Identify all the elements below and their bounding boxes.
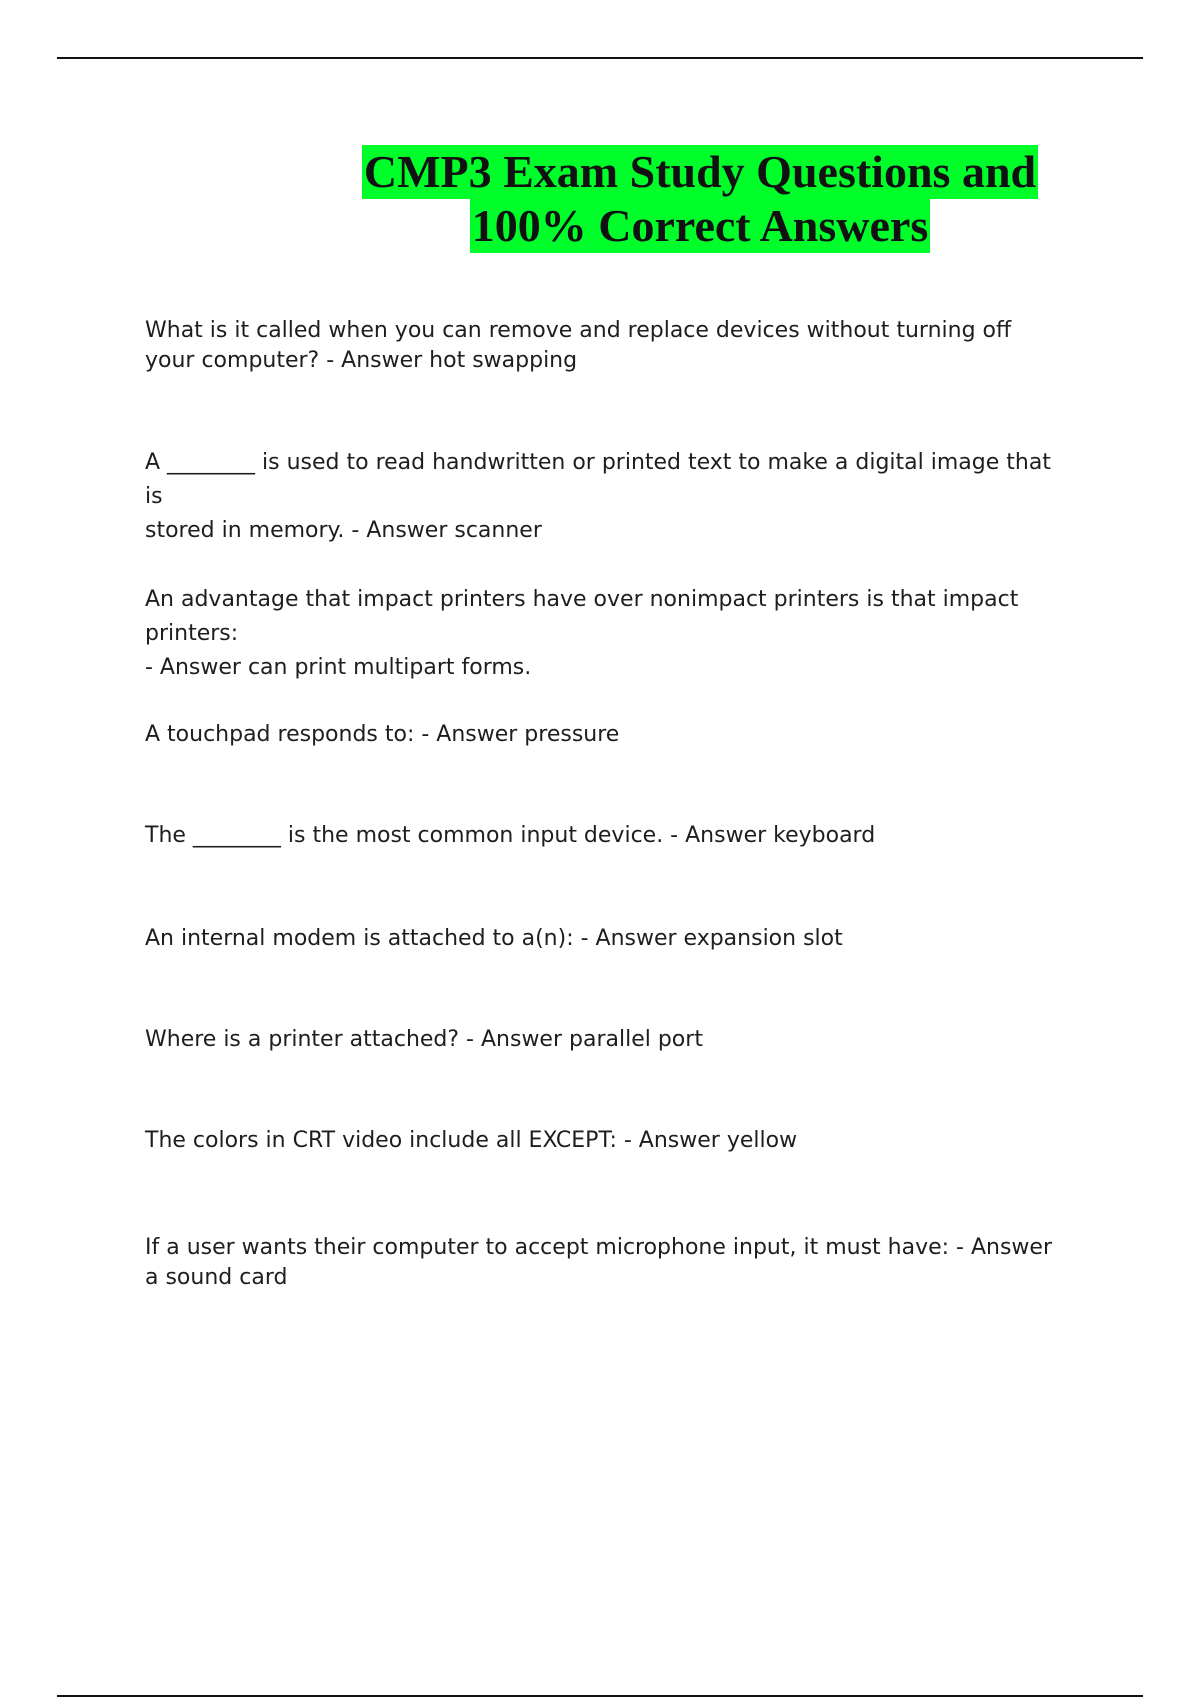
- qa-item-1-line-2: your computer? - Answer hot swapping: [145, 348, 578, 373]
- qa-item-1-line-1: What is it called when you can remove and replace devices without turning off: [145, 318, 1012, 343]
- qa-item-1: [145, 316, 1065, 376]
- qa-item-9-line-2: a sound card: [145, 1265, 288, 1290]
- document-title: [330, 145, 1070, 253]
- title-line-2: 100% Correct Answers: [471, 200, 929, 251]
- qa-item-3: [145, 583, 1065, 685]
- title-line-1: CMP3 Exam Study Questions and: [363, 146, 1037, 197]
- qa-item-9-line-1: If a user wants their computer to accept microphone input, it must have: - Answer: [145, 1235, 1053, 1260]
- qa-item-7-line-1: Where is a printer attached? - Answer parallel port: [145, 1027, 703, 1052]
- qa-item-8-line-1: The colors in CRT video include all EXCEPT: - Answer yellow: [145, 1128, 798, 1153]
- qa-item-9: [145, 1233, 1065, 1293]
- qa-item-4: [145, 719, 1065, 750]
- qa-item-2: [145, 446, 1065, 548]
- qa-item-7: [145, 1024, 1065, 1055]
- qa-item-2-line-1: A ________ is used to read handwritten or printed text to make a digital image that is: [145, 450, 1051, 509]
- footer-rule: [57, 1695, 1143, 1697]
- header-rule: [57, 57, 1143, 59]
- qa-item-2-line-2: stored in memory. - Answer scanner: [145, 518, 542, 543]
- qa-item-3-line-2: - Answer can print multipart forms.: [145, 655, 532, 680]
- qa-item-4-line-1: A touchpad responds to: - Answer pressure: [145, 722, 620, 747]
- qa-item-3-line-1: An advantage that impact printers have over nonimpact printers is that impact printers:: [145, 587, 1019, 646]
- qa-item-8: [145, 1125, 1065, 1156]
- qa-item-6: [145, 923, 1065, 954]
- qa-item-5-line-1: The ________ is the most common input device. - Answer keyboard: [145, 823, 876, 848]
- qa-item-5: [145, 820, 1065, 851]
- qa-item-6-line-1: An internal modem is attached to a(n): - Answer expansion slot: [145, 926, 843, 951]
